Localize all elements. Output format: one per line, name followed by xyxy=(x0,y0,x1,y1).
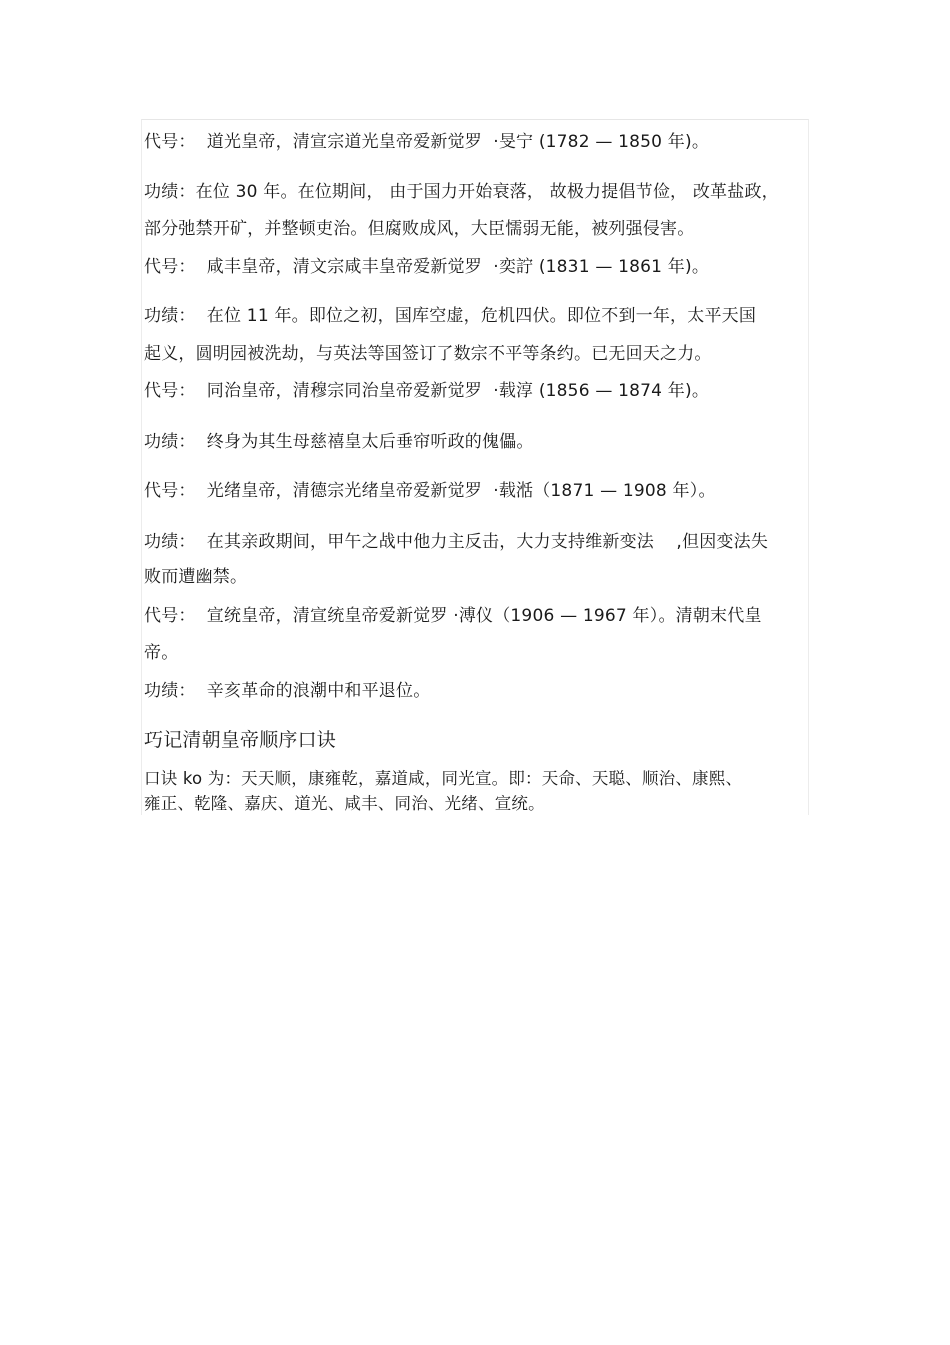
emperor-xianfeng-title: 代号： 咸丰皇帝，清文宗咸丰皇帝爱新觉罗 ·奕詝 (1831 — 1861 年)。 xyxy=(144,257,710,277)
emperor-xianfeng-achievement: 功绩： 在位 11 年。即位之初，国库空虚，危机四伏。即位不到一年，太平天国 xyxy=(144,306,757,326)
mnemonic-line-1: 口诀 ko 为：天天顺，康雍乾，嘉道咸，同光宣。即：天命、天聪、顺治、康熙、 xyxy=(144,769,743,788)
emperor-tongzhi-title: 代号： 同治皇帝，清穆宗同治皇帝爱新觉罗 ·载淳 (1856 — 1874 年)。 xyxy=(144,381,710,401)
emperor-xianfeng-achievement-cont: 起义，圆明园被洗劫，与英法等国签订了数宗不平等条约。已无回天之力。 xyxy=(144,344,712,364)
emperor-xuantong-title-cont: 帝。 xyxy=(144,643,179,663)
emperor-guangxu-title: 代号： 光绪皇帝，清德宗光绪皇帝爱新觉罗 ·载湉（1871 — 1908 年）。 xyxy=(144,481,716,501)
section-title: 巧记清朝皇帝顺序口诀 xyxy=(144,729,337,751)
emperor-daoguang-title: 代号： 道光皇帝，清宣宗道光皇帝爱新觉罗 ·旻宁 (1782 — 1850 年)。 xyxy=(144,132,710,152)
emperor-tongzhi-achievement: 功绩： 终身为其生母慈禧皇太后垂帘听政的傀儡。 xyxy=(144,432,534,452)
emperor-xuantong-title: 代号： 宣统皇帝，清宣统皇帝爱新觉罗 ·溥仪（1906 — 1967 年）。清朝末代皇 xyxy=(144,606,762,626)
emperor-guangxu-achievement-cont: 败而遭幽禁。 xyxy=(144,567,248,587)
mnemonic-line-2: 雍正、乾隆、嘉庆、道光、咸丰、同治、光绪、宣统。 xyxy=(144,794,545,813)
emperor-xuantong-achievement: 功绩： 辛亥革命的浪潮中和平退位。 xyxy=(144,681,431,701)
emperor-daoguang-achievement: 功绩：在位 30 年。在位期间， 由于国力开始衰落， 故极力提倡节俭， 改革盐政， xyxy=(144,182,779,202)
emperor-guangxu-achievement: 功绩： 在其亲政期间，甲午之战中他力主反击，大力支持维新变法 ,但因变法失 xyxy=(144,532,769,552)
emperor-daoguang-achievement-cont: 部分弛禁开矿，并整顿吏治。但腐败成风，大臣懦弱无能，被列强侵害。 xyxy=(144,219,695,239)
